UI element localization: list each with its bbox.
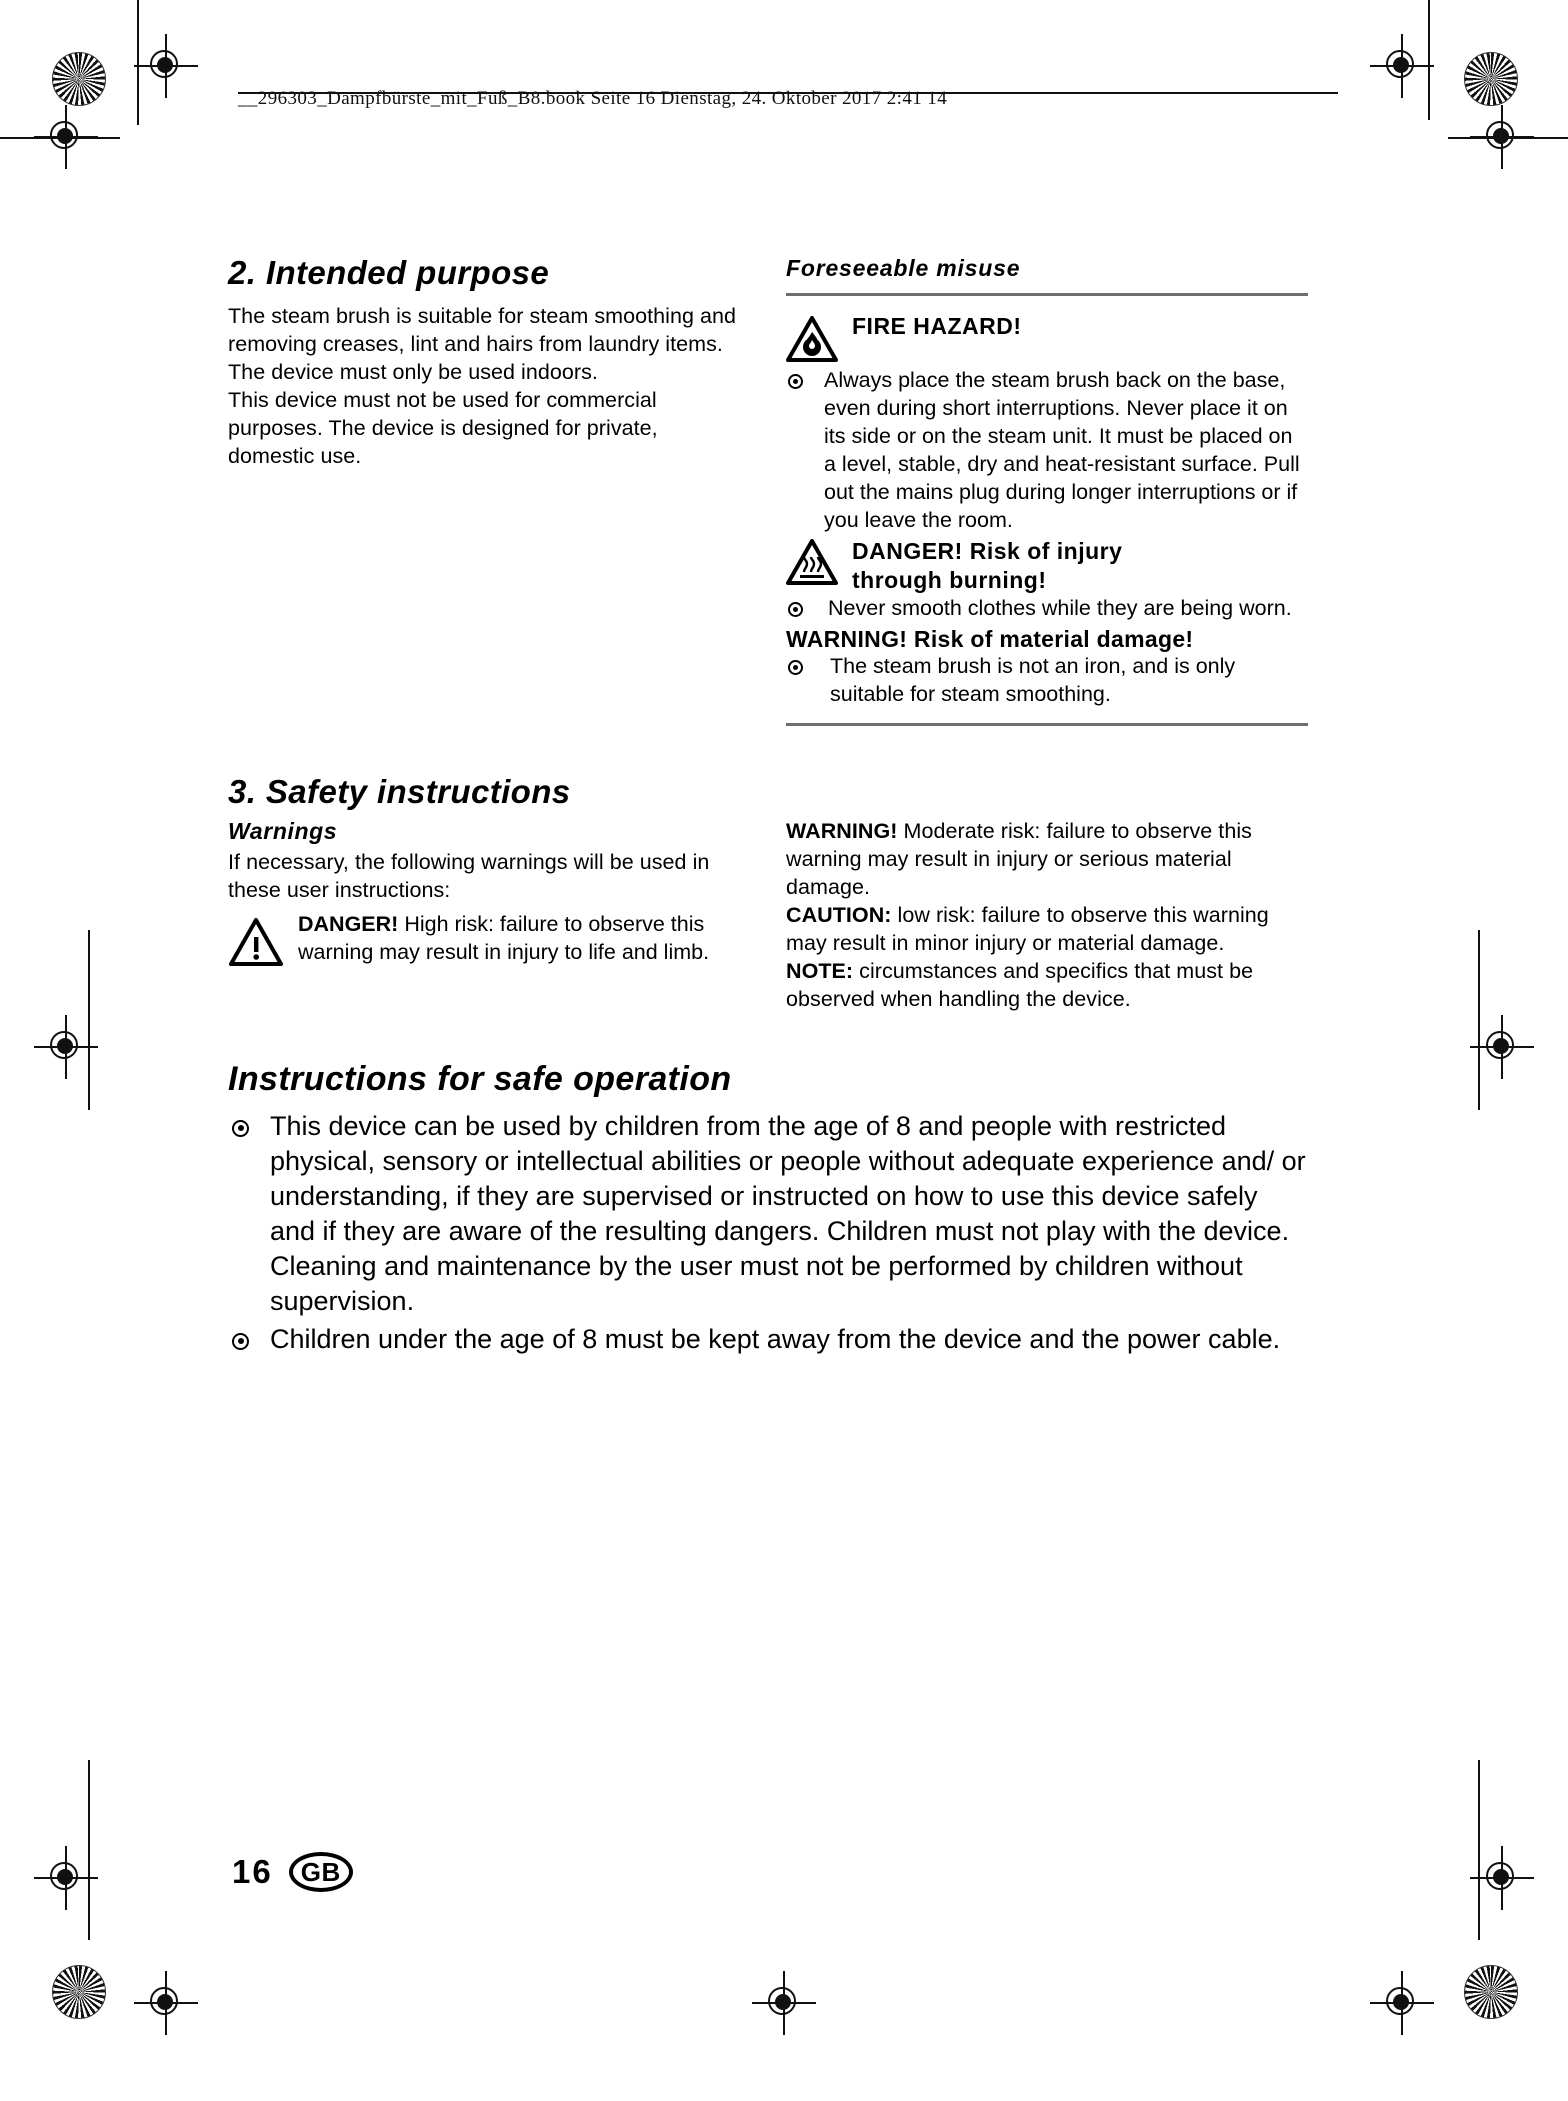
registration-cross-bottom-left (134, 1971, 198, 2035)
burn-danger-heading-wrap (852, 537, 1308, 595)
list-item (228, 1109, 1308, 1320)
burn-danger-block (786, 537, 1308, 595)
divider-top (786, 293, 1308, 296)
list-item (228, 1322, 1308, 1357)
intended-purpose-paragraph-3: This device must not be used for commercial purposes. The device is designed for private, domestic use. (228, 388, 658, 468)
warning-level-label: WARNING! (786, 819, 898, 844)
two-column-layout (228, 255, 1308, 726)
material-damage-bullet-text: The steam brush is not an iron, and is only suitable for steam smoothing. (830, 654, 1236, 707)
registration-rosette-top-right (1464, 52, 1518, 106)
subtitle-warnings: Warnings (228, 818, 338, 845)
safety-right-column (786, 818, 1308, 1014)
burn-danger-bullet-text: Never smooth clothes while they are being worn. (828, 595, 1292, 620)
fold-guide-left-lower (88, 1760, 90, 1940)
trim-guide-top-left-horizontal (0, 137, 120, 139)
danger-definition-text-wrap (298, 911, 750, 967)
safe-operation-bullet-text-1: This device can be used by children from the age of 8 and people with restricted physical, sensory or intellectual abilities or people without adequate experience and/ or understanding, if they are supervised or instructed on how to use this device safely and if they are aware of the resulting dangers. Children must not play with the device. Cleaning and maintenance by the user must not be performed by children without supervision. (270, 1110, 1306, 1317)
bullet-dot-icon (232, 1333, 249, 1350)
note-level-text: circumstances and specifics that must be observed when handling the device. (786, 959, 1254, 1012)
caution-level-label: CAUTION: (786, 903, 892, 928)
safe-operation-section (228, 1060, 1308, 1357)
page-edge-rule (137, 20, 139, 125)
safety-left-column (228, 818, 750, 971)
danger-definition-block (228, 911, 750, 972)
registration-rosette-bottom-right (1464, 1965, 1518, 2019)
registration-cross-bottom-right (1370, 1971, 1434, 2035)
safe-operation-bullet-text-2: Children under the age of 8 must be kept away from the device and the power cable. (270, 1323, 1281, 1354)
bullet-dot-icon (232, 1120, 249, 1137)
list-item (786, 595, 1308, 623)
bullet-dot-icon (788, 660, 803, 675)
fire-hazard-heading: FIRE HAZARD! (852, 313, 1022, 340)
registration-cross-bottom-center (752, 1971, 816, 2035)
section-title-foreseeable-misuse: Foreseeable misuse (786, 255, 1021, 281)
right-column (786, 255, 1308, 726)
trim-guide-right-vertical (1428, 0, 1430, 120)
safety-two-column-layout (228, 818, 1308, 1014)
fire-hazard-triangle-icon (786, 316, 838, 367)
registration-rosette-bottom-left (52, 1965, 106, 2019)
bullet-dot-icon (788, 602, 803, 617)
warning-level-text: Moderate risk: failure to observe this warning may result in injury or serious material damage. (786, 819, 1252, 900)
content-area (228, 255, 1308, 1359)
fold-guide-right-vertical (1478, 930, 1480, 1110)
material-damage-bullets (786, 653, 1308, 709)
registration-rosette-top-left (52, 52, 106, 106)
section-title-safety-instructions: 3. Safety instructions (228, 773, 571, 811)
fire-hazard-bullets (786, 367, 1308, 535)
fire-hazard-block (786, 312, 1308, 367)
note-level-item (786, 958, 1308, 1014)
intended-purpose-paragraph-2: The device must only be used indoors. (228, 360, 598, 385)
registration-cross-top-left (134, 34, 198, 98)
caution-level-item (786, 902, 1308, 958)
trim-guide-top-right-horizontal (1448, 137, 1568, 139)
page-number: 16 (232, 1853, 273, 1890)
warning-level-item (786, 818, 1308, 902)
hot-surface-triangle-icon (786, 539, 838, 590)
fold-guide-right-lower (1478, 1760, 1480, 1940)
section-title-intended-purpose: 2. Intended purpose (228, 254, 550, 291)
list-item (786, 367, 1308, 535)
registration-cross-top-right (1370, 34, 1434, 98)
intended-purpose-paragraph-1: The steam brush is suitable for steam smoothing and removing creases, lint and hairs from laundry items. (228, 304, 737, 357)
divider-bottom (786, 723, 1308, 726)
burn-danger-bullets (786, 595, 1308, 623)
safe-operation-bullets (228, 1109, 1308, 1357)
bullet-dot-icon (788, 374, 803, 389)
left-column (228, 255, 750, 471)
danger-definition-text: High risk: failure to observe this warning may result in injury to life and limb. (298, 911, 710, 964)
page-footer (232, 1852, 353, 1892)
section-title-safe-operation: Instructions for safe operation (228, 1059, 732, 1098)
warnings-intro-text: If necessary, the following warnings will be used in these user instructions: (228, 849, 710, 902)
running-header-text: __296303_Dampfbürste_mit_Fuß_B8.book Seite 16 Dienstag, 24. Oktober 2017 2:41 14 (238, 88, 948, 109)
trim-guide-left-column-rule (137, 0, 139, 2101)
safety-instructions-section (228, 774, 1308, 1014)
country-code-badge: GB (289, 1852, 353, 1892)
burn-danger-heading-line2: through burning! (852, 566, 1047, 593)
caution-level-text: low risk: failure to observe this warning may result in minor injury or material damage. (786, 903, 1269, 956)
danger-definition-label: DANGER! (298, 911, 399, 936)
fold-guide-left-vertical (88, 930, 90, 1110)
material-damage-heading: WARNING! Risk of material damage! (786, 625, 1194, 652)
fire-hazard-heading-wrap (852, 312, 1308, 342)
fire-hazard-bullet-text: Always place the steam brush back on the base, even during short interruptions. Never place it on its side or on the steam unit. It must be placed on a level, stable, dry and heat-resistant surface. Pull out the mains plug during longer interruptions or if you leave the room. (824, 368, 1300, 533)
note-level-label: NOTE: (786, 959, 854, 984)
list-item (786, 653, 1308, 709)
warning-exclamation-triangle-icon (228, 917, 284, 972)
burn-danger-heading-line1: DANGER! Risk of injury (852, 538, 1123, 565)
